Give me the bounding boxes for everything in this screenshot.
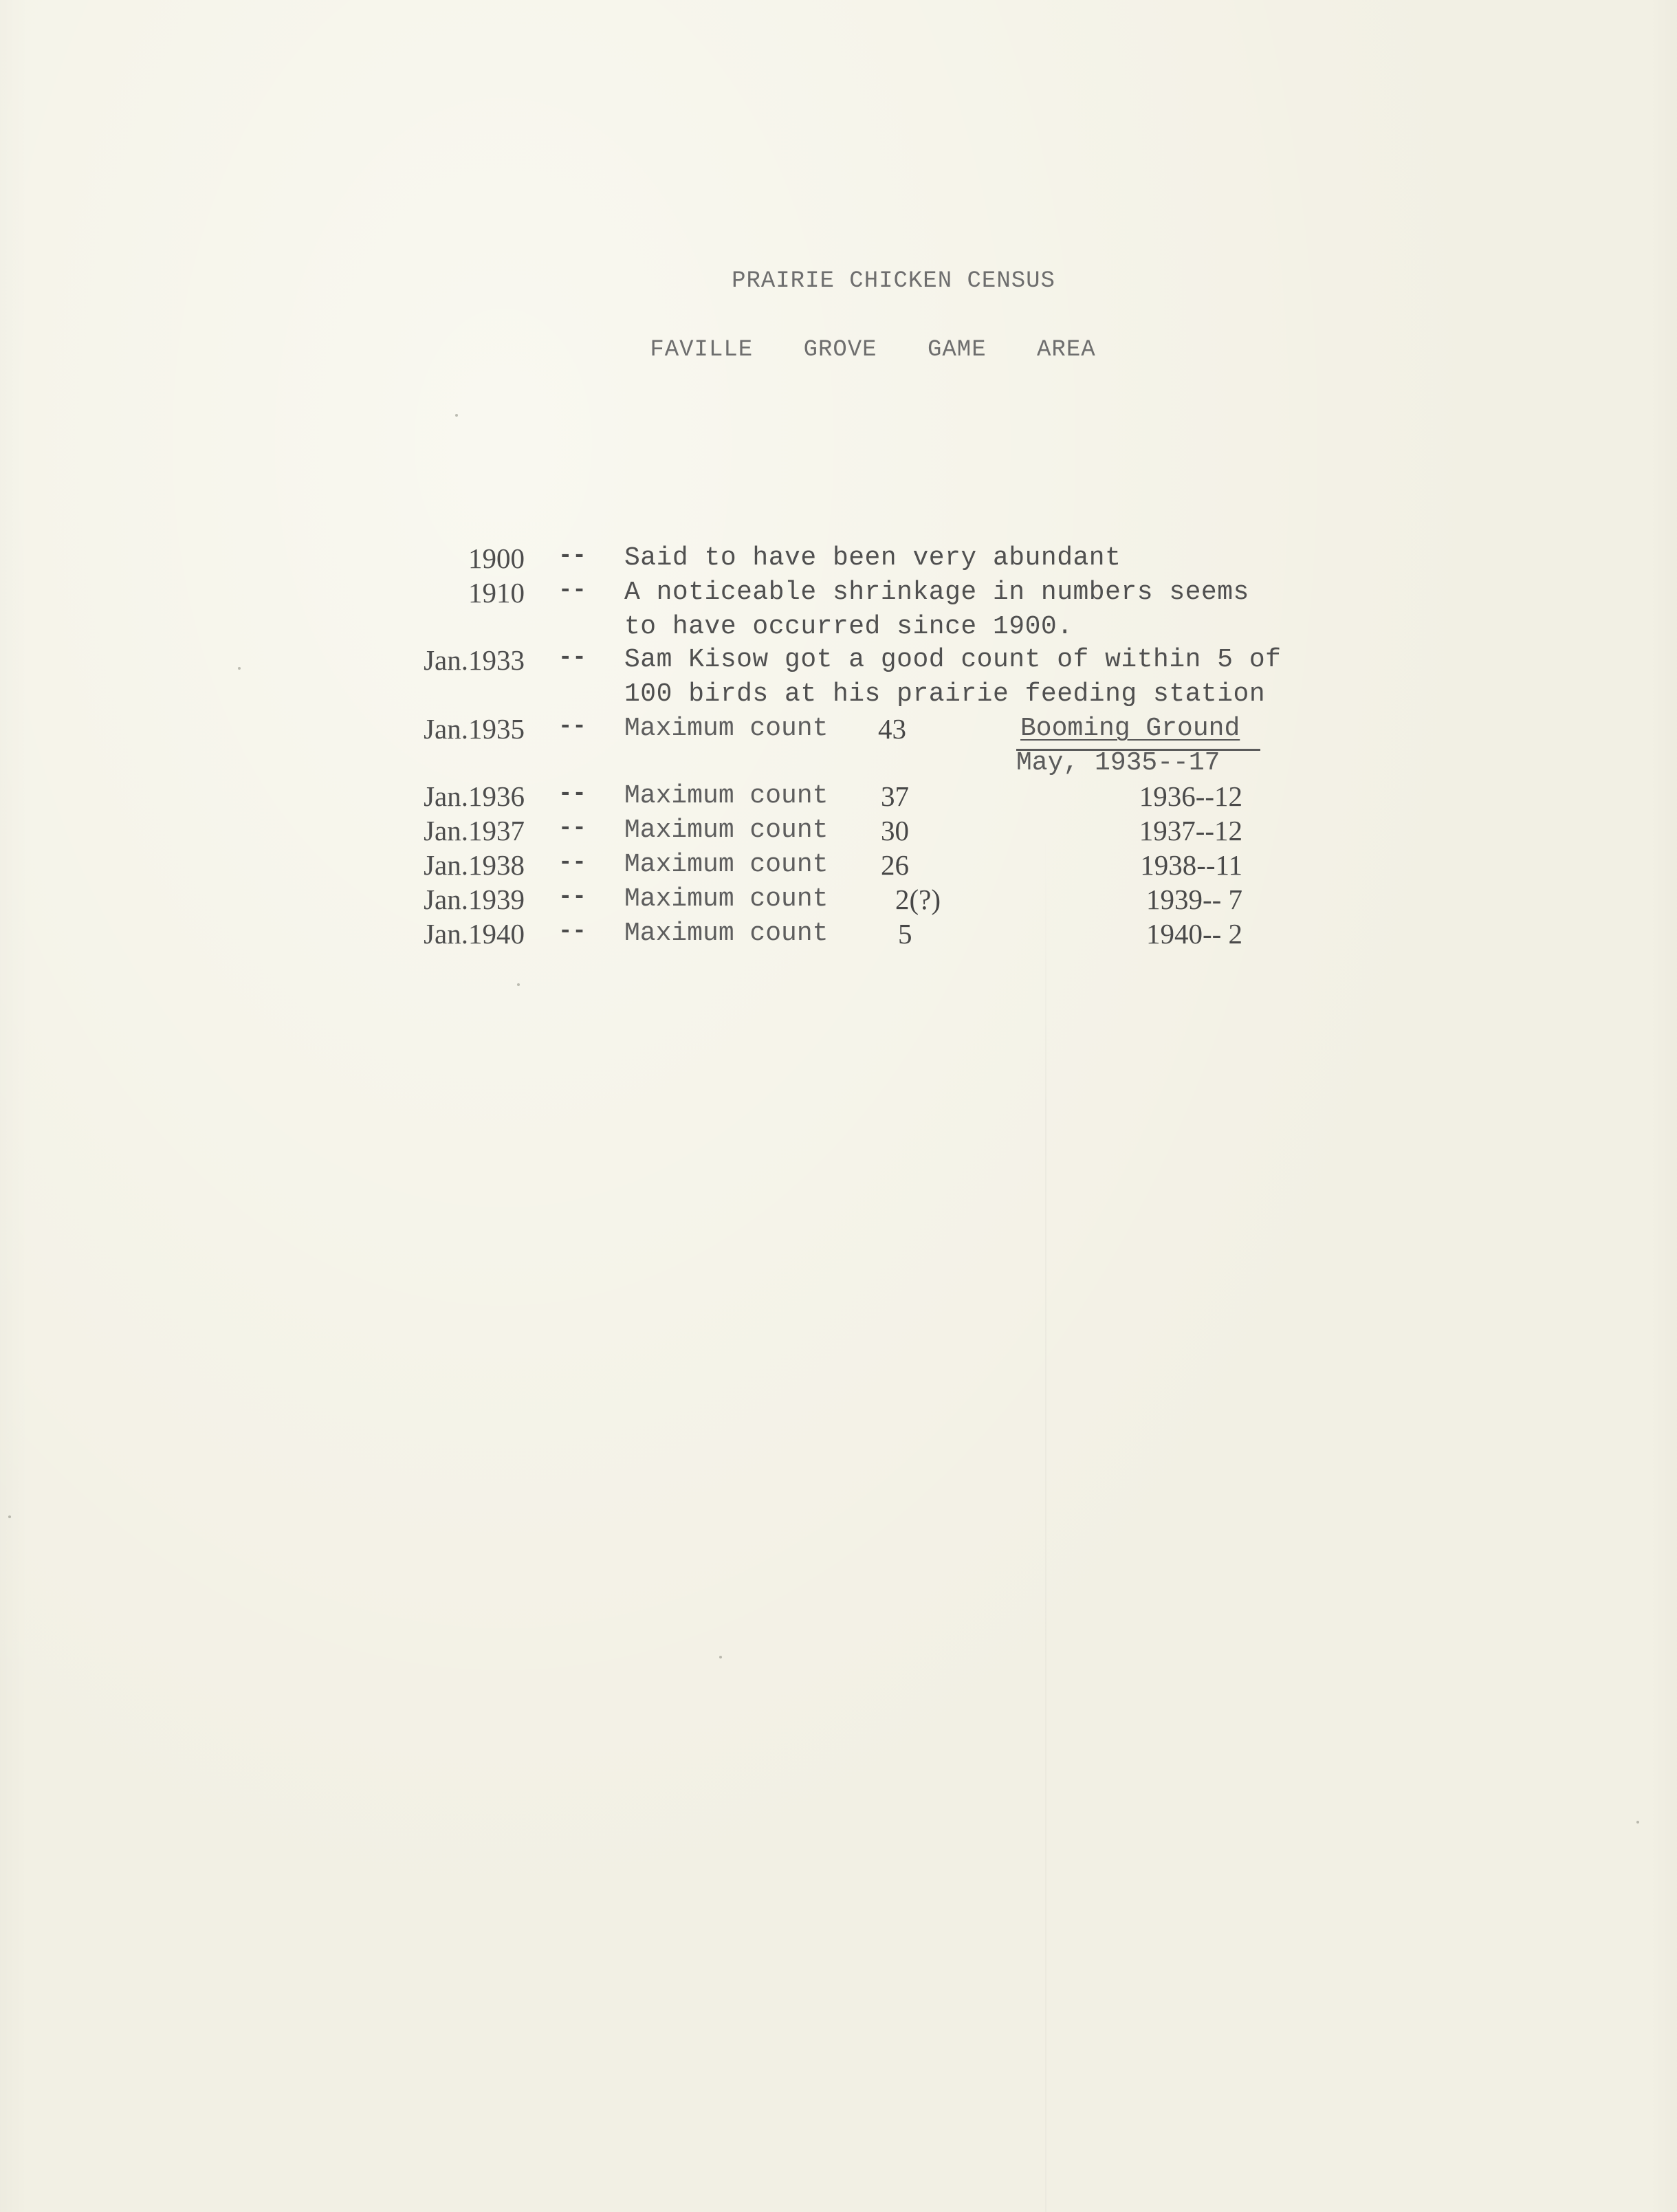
subtitle-word: FAVILLE: [650, 337, 754, 363]
paper-speck: [8, 1515, 11, 1518]
entry-separator: --: [558, 850, 587, 876]
entry-jan-1937: [0, 814, 1677, 848]
entry-date: Jan.1936: [424, 780, 525, 812]
entry-date: 1900: [468, 543, 525, 574]
entry-text: Said to have been very abundant: [624, 543, 1121, 573]
count-label: Maximum count: [624, 850, 829, 879]
entry-jan-1933: [0, 644, 1677, 678]
entry-text: 100 birds at his prairie feeding station: [624, 679, 1266, 709]
document-title: PRAIRIE CHICKEN CENSUS: [732, 268, 1055, 294]
entry-1910-continued: [0, 611, 1677, 645]
entry-separator: --: [558, 884, 587, 910]
paper-speck: [455, 414, 458, 417]
count-value: 43: [878, 713, 906, 745]
booming-ground-heading: Booming Ground: [1020, 714, 1240, 743]
entry-text: A noticeable shrinkage in numbers seems: [624, 578, 1249, 607]
count-value: 30: [881, 815, 909, 846]
count-label: Maximum count: [624, 919, 829, 948]
entry-date: Jan.1937: [424, 815, 525, 846]
entry-date: Jan.1939: [424, 884, 525, 915]
paper-speck: [719, 1656, 722, 1658]
entry-separator: --: [558, 815, 587, 842]
entry-1900: [0, 542, 1677, 576]
booming-ground-value: 1938--11: [1140, 849, 1242, 881]
entry-text: Sam Kisow got a good count of within 5 of: [624, 645, 1282, 675]
entry-jan-1933-continued: [0, 678, 1677, 712]
entry-jan-1939: [0, 883, 1677, 917]
entry-separator: --: [558, 543, 587, 569]
entry-separator: --: [558, 781, 587, 807]
booming-ground-value: May, 1935--17: [1016, 748, 1220, 778]
booming-ground-value: 1940-- 2: [1146, 918, 1242, 950]
count-value: 5: [898, 918, 912, 950]
count-label: Maximum count: [624, 884, 829, 914]
count-label: Maximum count: [624, 815, 829, 845]
paper-speck: [1636, 1821, 1639, 1824]
entry-separator: --: [558, 578, 587, 604]
subtitle-word: AREA: [1037, 337, 1096, 363]
entry-text: to have occurred since 1900.: [624, 612, 1073, 642]
entry-separator: --: [558, 645, 587, 671]
booming-ground-value: 1939-- 7: [1146, 884, 1242, 915]
booming-ground-first-row: [0, 747, 1677, 781]
paper-speck: [238, 667, 241, 670]
count-value: 37: [881, 780, 909, 812]
count-value: 2(?): [895, 884, 941, 915]
subtitle-word: GAME: [928, 337, 987, 363]
subtitle-word: GROVE: [803, 337, 877, 363]
entry-separator: --: [558, 714, 587, 740]
count-label: Maximum count: [624, 781, 829, 811]
entry-jan-1938: [0, 848, 1677, 883]
count-label: Maximum count: [624, 714, 829, 743]
entry-date: Jan.1938: [424, 849, 525, 881]
entry-date: 1910: [468, 577, 525, 609]
booming-ground-value: 1936--12: [1139, 780, 1242, 812]
entry-separator: --: [558, 919, 587, 945]
entry-date: Jan.1935: [424, 713, 525, 745]
entry-jan-1935: [0, 712, 1677, 747]
entry-date: Jan.1940: [424, 918, 525, 950]
entry-jan-1936: [0, 780, 1677, 814]
booming-ground-value: 1937--12: [1139, 815, 1242, 846]
count-value: 26: [881, 849, 909, 881]
entry-date: Jan.1933: [424, 644, 525, 676]
entry-1910: [0, 576, 1677, 611]
paper-speck: [517, 983, 520, 986]
entry-jan-1940: [0, 917, 1677, 952]
